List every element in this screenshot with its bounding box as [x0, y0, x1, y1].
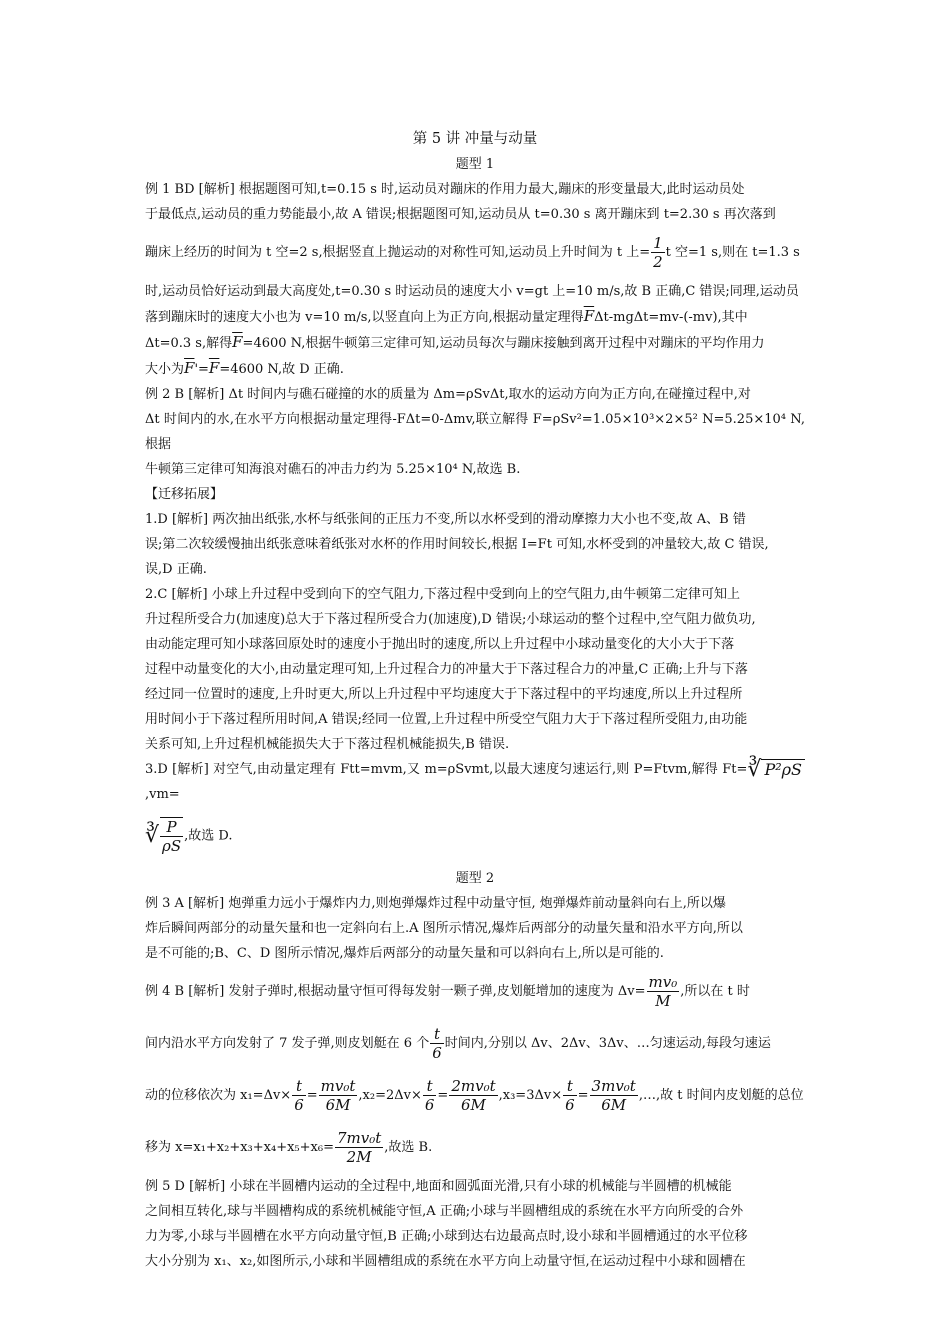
extension-header: 【迁移拓展】: [145, 487, 224, 502]
example-1-line-3: [145, 227, 805, 279]
fraction: $\frac{\text{3mv₀t}}{6M}$: [591, 1076, 636, 1114]
example-2-line-2: Δt 时间内的水,在水平方向根据动量定理得-FΔt=0-Δmv,联立解得 F=ρSv²=1.05×10³×2×5² N=5.25×10⁴ N,根据: [145, 412, 805, 452]
extension-q3-line-1: 3.D [解析] 对空气,由动量定理有 Ftt=mvm,又 m=ρSvmt,以最大速度匀速运行,则 P=Ftvm,解得 Ft=∛ P²ρS,vm=: [145, 757, 805, 807]
page-title: 第 5 讲 冲量与动量: [412, 131, 538, 147]
section-heading-1: 题型 1: [455, 157, 495, 172]
cube-root-icon: ∛: [747, 757, 762, 782]
example-3-line: 例 3 A [解析] 炮弹重力远小于爆炸内力,则炮弹爆炸过程中动量守恒, 炮弹爆炸前动量斜向右上,所以爆: [145, 895, 726, 911]
fraction: $\frac{\text{mv₀}}{M}$: [648, 972, 678, 1010]
example-1-line-6: Δt=0.3 s,解得$\overline{F}=4600$ N,根据牛顿第三定律可知,运动员每次与蹦床接触到离开过程中对蹦床的平均作用力: [145, 333, 765, 351]
fraction: $\frac{t}{6}$: [294, 1076, 304, 1114]
example-3-line: 是不可能的;B、C、D 图所示情况,爆炸后两部分的动量矢量和可以斜向右上,所以是可能的.: [145, 945, 664, 961]
example-2-line-3: 牛顿第三定律可知海浪对礁石的冲击力约为 5.25×10⁴ N,故选 B.: [145, 462, 521, 477]
fraction: $\frac{t}{6}$: [565, 1076, 575, 1114]
extension-q1-line: 误,D 正确.: [145, 562, 207, 577]
fraction: $\frac{\text{mv₀t}}{6M}$: [320, 1076, 356, 1114]
example-4-line-3: 动的位移依次为 x₁=Δv× $\frac{t}{6}$ = $\frac{\text{mv₀t}}{6M}$ ,x₂=2Δv× $\frac{t}{6}$ = $\frac{\text{2mv₀t}}{6M}$ ,x₃=3Δv× $\frac{t}{6}$ = $\frac{\text{3mv₀t}}{6M}$ ,…,故 t 时间内皮划艇的总位: [145, 1076, 804, 1114]
example-5-line: 大小分别为 x₁、x₂,如图所示,小球和半圆槽组成的系统在水平方向上动量守恒,在运动过程中小球和圆槽在: [145, 1253, 746, 1269]
example-1-line-3-text-a: 蹦床上经历的时间为 t 空=2 s,根据竖直上抛运动的对称性可知,运动员上升时间为 t 上=: [145, 245, 651, 260]
example-5-line: 例 5 D [解析] 小球在半圆槽内运动的全过程中,地面和圆弧面光滑,只有小球的机械能与半圆槽的机械能: [145, 1178, 732, 1194]
fraction: $\frac{t}{6}$: [424, 1076, 435, 1114]
example-1-line-5: 落到蹦床时的速度大小也为 v=10 m/s,以竖直向上为正方向,根据动量定理得$\overline{F}\Delta t-mg\Delta t=mv-(-mv)$,其中: [145, 307, 748, 325]
example-1-line-7: 大小为$\overline{F}'=\overline{F}=4600$ N,故 D 正确.: [145, 359, 344, 377]
extension-q2-line: 过程中动量变化的大小,由动量定理可知,上升过程合力的冲量大于下落过程合力的冲量,C 正确;上升与下落: [145, 662, 748, 677]
cube-root-icon: ∛: [145, 823, 160, 848]
fraction: $\frac{\text{7mv₀t}}{2M}$: [336, 1128, 382, 1166]
example-4-line-2: 间内沿水平方向发射了 7 发子弹,则皮划艇在 6 个 $\frac{t}{6}$ 时间内,分别以 Δv、2Δv、3Δv、…匀速运动,每段匀速运: [145, 1024, 771, 1062]
root-expression: P²ρS: [761, 759, 805, 780]
extension-q3-line-2: ∛ $\frac{P}{\rho S}$ ,故选 D.: [145, 818, 233, 855]
example-5-line: 之间相互转化,球与半圆槽构成的系统机械能守恒,A 正确;小球与半圆槽组成的系统在水平方向所受的合外: [145, 1203, 744, 1219]
example-1-line-4: 时,运动员恰好运动到最大高度处,t=0.30 s 时运动员的速度大小 v=gt 上=10 m/s,故 B 正确,C 错误;同理,运动员: [145, 284, 799, 299]
extension-q2-line: 经过同一位置时的速度,上升时更大,所以上升过程中平均速度大于下落过程中的平均速度,所以上升过程所: [145, 687, 743, 702]
example-1-line-3-text-b: t 空=1 s,则在 t=1.3 s: [665, 245, 800, 260]
example-4-line-4: 移为 x=x₁+x₂+x₃+x₄+x₅+x₆= $\frac{\text{7mv₀t}}{2M}$ ,故选 B.: [145, 1128, 433, 1166]
section-heading-2: 题型 2: [455, 870, 495, 886]
extension-q1-line: 1.D [解析] 两次抽出纸张,水杯与纸张间的正压力不变,所以水杯受到的滑动摩擦力大小也不变,故 A、B 错: [145, 512, 746, 527]
fraction: $\frac{\text{2mv₀t}}{6M}$: [451, 1076, 496, 1114]
example-2-line-1: 例 2 B [解析] Δt 时间内与礁石碰撞的水的质量为 Δm=ρSvΔt,取水的运动方向为正方向,在碰撞过程中,对: [145, 387, 751, 402]
document-page: [145, 124, 805, 1274]
example-1-line-1: 例 1 BD [解析] 根据题图可知,t=0.15 s 时,运动员对蹦床的作用力最大,蹦床的形变量最大,此时运动员处: [145, 182, 745, 197]
extension-q2-line: 由动能定理可知小球落回原处时的速度小于抛出时的速度,所以上升过程中小球动量变化的大小大于下落: [145, 637, 735, 652]
average-force-symbol: $\overline{F}$: [208, 359, 220, 377]
example-1-line-2: 于最低点,运动员的重力势能最小,故 A 错误;根据题图可知,运动员从 t=0.30 s 离开蹦床到 t=2.30 s 再次落到: [145, 207, 776, 222]
average-force-symbol: $\overline{F}$: [232, 333, 243, 351]
fraction: $\frac{t}{6}$: [432, 1024, 442, 1062]
extension-q2-line: 用时间小于下落过程所用时间,A 错误;经同一位置,上升过程中所受空气阻力大于下落过程所受阻力,由功能: [145, 712, 748, 727]
root-fraction: $\frac{P}{\rho S}$: [162, 818, 182, 855]
average-force-symbol: $\overline{F}$: [184, 359, 195, 377]
example-4-line-1: 例 4 B [解析] 发射子弹时,根据动量守恒可得每发射一颗子弹,皮划艇增加的速度为 Δv= $\frac{\text{mv₀}}{M}$ ,所以在 t 时: [145, 972, 750, 1010]
extension-q2-line: 升过程所受合力(加速度)总大于下落过程所受合力(加速度),D 错误;小球运动的整个过程中,空气阻力做负功,: [145, 612, 756, 627]
extension-q1-line: 误;第二次较缓慢抽出纸张意味着纸张对水杯的作用时间较长,根据 I=Ft 可知,水杯受到的冲量较大,故 C 错误,: [145, 537, 769, 552]
average-force-symbol: $\overline{F}$: [583, 307, 595, 325]
extension-q2-line: 关系可知,上升过程机械能损失大于下落过程机械能损失,B 错误.: [145, 737, 510, 752]
fraction-one-half: $\frac{1}{2}$: [653, 234, 663, 271]
extension-q2-line: 2.C [解析] 小球上升过程中受到向下的空气阻力,下落过程中受到向上的空气阻力,由牛顿第二定律可知上: [145, 587, 741, 602]
example-5-line: 力为零,小球与半圆槽在水平方向动量守恒,B 正确;小球到达右边最高点时,设小球和半圆槽通过的水平位移: [145, 1228, 748, 1244]
example-3-line: 炸后瞬间两部分的动量矢量和也一定斜向右上.A 图所示情况,爆炸后两部分的动量矢量和沿水平方向,所以: [145, 920, 743, 936]
